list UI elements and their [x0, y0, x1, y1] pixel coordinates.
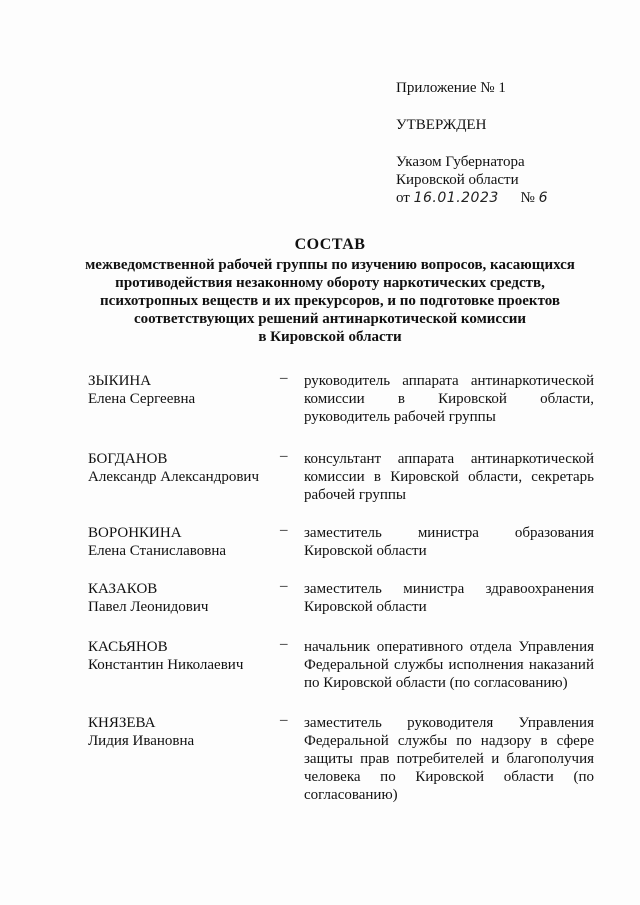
member-given-names: Константин Николаевич	[88, 657, 244, 673]
title-line: психотропных веществ и их прекурсоров, и по подготовке проектов	[100, 293, 560, 309]
member-surname: КНЯЗЕВА	[88, 715, 156, 731]
member-surname: ВОРОНКИНА	[88, 525, 182, 541]
member-given-names: Елена Станиславовна	[88, 543, 227, 559]
document-title	[60, 236, 600, 346]
member-role: заместитель министра здравоохранения Кировской области	[304, 581, 594, 615]
title-heading: СОСТАВ	[294, 236, 366, 253]
member-role: консультант аппарата антинаркотической комиссии в Кировской области, секретарь рабочей группы	[304, 451, 594, 503]
decree-date-line	[396, 189, 548, 207]
member-role: руководитель аппарата антинаркотической комиссии в Кировской области, руководитель рабочей группы	[304, 373, 594, 425]
decree-line-2: Кировской области	[396, 172, 519, 188]
dash-separator: –	[280, 370, 288, 386]
member-surname: КАЗАКОВ	[88, 581, 158, 597]
handwritten-date: 16.01.2023	[413, 190, 499, 206]
member-given-names: Александр Александрович	[88, 469, 259, 485]
number-prefix: №	[520, 190, 535, 206]
dash-separator: –	[280, 636, 288, 652]
member-given-names: Лидия Ивановна	[88, 733, 195, 749]
member-role: начальник оперативного отдела Управления Федеральной службы исполнения наказаний по Кировской области (по согласованию)	[304, 639, 594, 691]
member-name	[88, 372, 283, 408]
handwritten-number: 6	[538, 190, 549, 206]
title-line: противодействия незаконному обороту наркотических средств,	[115, 275, 545, 291]
member-given-names: Павел Леонидович	[88, 599, 209, 615]
member-name	[88, 714, 283, 750]
approved-label: УТВЕРЖДЕН	[396, 117, 487, 133]
member-given-names: Елена Сергеевна	[88, 391, 196, 407]
member-name	[88, 524, 283, 560]
member-surname: БОГДАНОВ	[88, 451, 168, 467]
dash-separator: –	[280, 448, 288, 464]
title-line: соответствующих решений антинаркотической комиссии	[133, 311, 527, 327]
title-line: в Кировской области	[258, 329, 402, 345]
member-surname: ЗЫКИНА	[88, 373, 152, 389]
member-name	[88, 450, 283, 486]
dash-separator: –	[280, 712, 288, 728]
appendix-label: Приложение № 1	[396, 80, 506, 96]
member-name	[88, 638, 283, 674]
member-role: заместитель руководителя Управления Федеральной службы по надзору в сфере защиты прав потребителей и благополучия человека по Кировской области (по согласованию)	[304, 715, 594, 803]
member-name	[88, 580, 283, 616]
member-surname: КАСЬЯНОВ	[88, 639, 168, 655]
member-role: заместитель министра образования Кировской области	[304, 525, 594, 559]
dash-separator: –	[280, 522, 288, 538]
decree-line-1: Указом Губернатора	[396, 154, 525, 170]
date-prefix: от	[396, 190, 410, 206]
appendix-stamp	[396, 79, 548, 207]
dash-separator: –	[280, 578, 288, 594]
title-line: межведомственной рабочей группы по изучению вопросов, касающихся	[85, 257, 575, 273]
